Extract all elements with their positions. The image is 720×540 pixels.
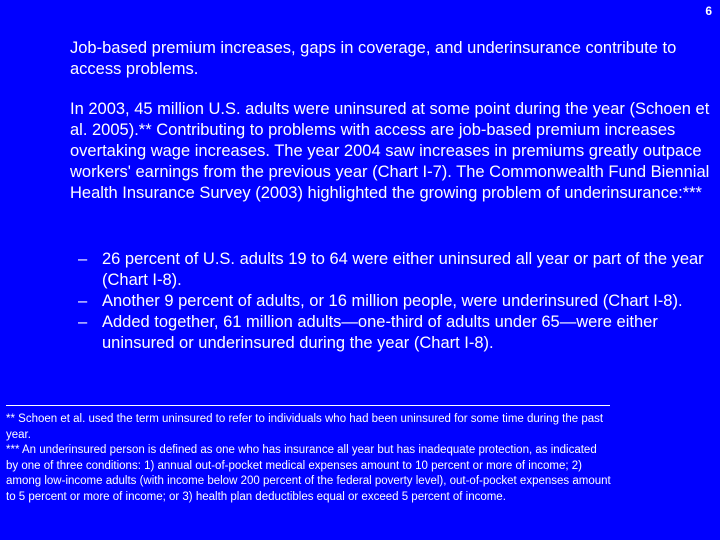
slide-heading: Job-based premium increases, gaps in coverage, and underinsurance contribute to access problems. [70, 39, 677, 78]
bullet-text: 26 percent of U.S. adults 19 to 64 were either uninsured all year or part of the year (Chart I-8). [102, 250, 704, 289]
bullet-dash: – [78, 313, 88, 331]
page-number: 6 [705, 4, 712, 18]
bullet-text: Another 9 percent of adults, or 16 million people, were underinsured (Chart I-8). [102, 292, 683, 310]
bullet-list [78, 249, 708, 354]
bullet-item [78, 291, 708, 312]
footnote-2: *** An underinsured person is defined as one who has insurance all year but has inadequate protection, as indicated by one of three conditions: 1) annual out-of-pocket medical expenses amount to 10 percent or more of income; 2) among low-income adults (with income below 200 percent of the federal poverty level), out-of-pocket expenses amount to 5 percent or more of income; or 3) health plan deductibles equal or exceed 5 percent of income. [6, 444, 611, 503]
bullet-dash: – [78, 292, 88, 310]
bullet-text: Added together, 61 million adults—one-third of adults under 65—were either uninsured or underinsured during the year (Chart I-8). [102, 313, 658, 352]
bullet-dash: – [78, 250, 88, 268]
bullet-item [78, 249, 708, 291]
intro-paragraph: In 2003, 45 million U.S. adults were uninsured at some point during the year (Schoen et al. 2005).** Contributing to problems with access are job-based premium increases overtaking wage increases. The year 2004 saw increases in premiums greatly outpace workers' earnings from the previous year (Chart I-7). The Commonwealth Fund Biennial Health Insurance Survey (2003) highlighted the growing problem of underinsurance:*** [70, 100, 710, 202]
footnote-1: ** Schoen et al. used the term uninsured to refer to individuals who had been uninsured for some time during the past year. [6, 413, 604, 441]
bullet-item [78, 312, 708, 354]
footnotes [6, 412, 612, 506]
footnote-divider [6, 405, 610, 406]
